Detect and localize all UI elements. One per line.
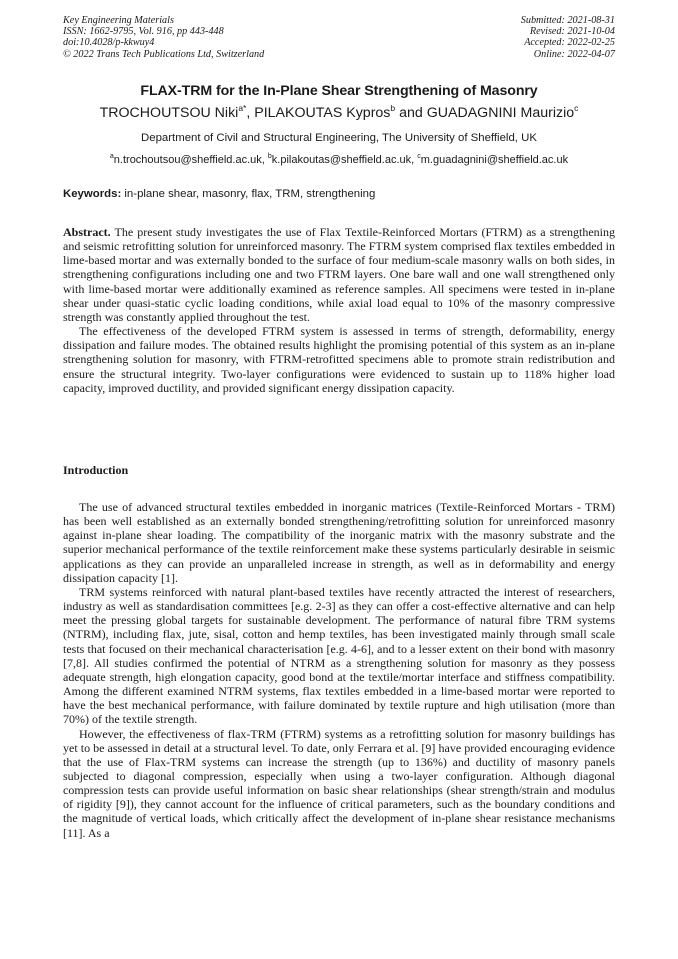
keywords-text: in-plane shear, masonry, flax, TRM, strengthening	[124, 188, 376, 200]
introduction-body	[63, 500, 615, 840]
revised-date: Revised: 2021-10-04	[529, 26, 615, 38]
abstract-p1-text: The present study investigates the use of Flax Textile-Reinforced Mortars (FTRM) as a strengthening and seismic retrofitting solution for unreinforced masonry. The FTRM system comprised flax textiles embedded in lime-based mortar and was externally bonded to the surface of four medium-scale masonry walls on both sides, in strengthening configurations including one and two FTRM layers. One bare wall and one wall strengthened only with lime-based mortar were additionally examined as reference samples. All specimens were tested in in-plane shear under quasi-static cyclic loading conditions, while axial load equal to 10% of the masonry compressive strength was constantly applied throughout the test.	[63, 225, 615, 324]
abstract-label: Abstract.	[63, 225, 111, 239]
journal-info	[63, 15, 264, 60]
email-b-sup: b	[267, 153, 272, 160]
journal-name: Key Engineering Materials	[63, 15, 174, 26]
publication-dates	[521, 15, 615, 60]
accepted-date: Accepted: 2022-02-25	[524, 37, 615, 49]
abstract	[63, 225, 615, 395]
section-heading-introduction: Introduction	[63, 463, 129, 477]
email-c[interactable]: m.guadagnini@sheffield.ac.uk	[420, 154, 569, 166]
affiliation: Department of Civil and Structural Engineering, The University of Sheffield, UK	[141, 132, 537, 144]
author-1-affil: a*	[238, 103, 247, 113]
abstract-paragraph-1	[63, 225, 615, 324]
author-2: PILAKOUTAS Kypros	[254, 105, 391, 121]
author-and: and	[399, 105, 423, 121]
email-a[interactable]: n.trochoutsou@sheffield.ac.uk,	[113, 154, 265, 166]
intro-paragraph-2: TRM systems reinforced with natural plant-based textiles have recently attracted the interest of researchers, industry as well as standardisation committees [e.g. 2-3] as they can offer a cost-effective alternative and can help meet the pressing global targets for sustainable development. The performance of natural fibre TRM systems (NTRM), including flax, jute, sisal, cotton and hemp textiles, has been investigated mainly through small scale tests that focused on their mechanical characterisation [e.g. 4-6], and to a lesser extent on their bond with masonry [7,8]. All studies confirmed the potential of NTRM as a strengthening solution for masonry as they possess adequate strength, high elongation capacity, good bond at the textile/mortar interface and stiffness compatibility. Among the different examined NTRM systems, flax textiles embedded in a lime-based mortar were reported to have the best mechanical performance, with failure dominated by textile rupture and high utilisation (more than 70%) of the textile strength.	[63, 584, 615, 727]
intro-paragraph-1: The use of advanced structural textiles embedded in inorganic matrices (Textile-Reinforced Mortars - TRM) has been well established as an externally bonded strengthening/retrofitting solution for unreinforced masonry against in-plane shear loading. The compatibility of the inorganic matrix with the masonry substrate and the superior mechanical performance of the textile reinforcement make these systems particularly desirable in seismic applications as they can provide an unparalleled increase in strength, as well as in deformability and energy dissipation capacity [1].	[63, 500, 615, 585]
author-emails	[0, 154, 678, 166]
copyright: © 2022 Trans Tech Publications Ltd, Switzerland	[63, 48, 265, 60]
author-3: GUADAGNINI Maurizio	[426, 105, 575, 121]
keywords-label: Keywords:	[63, 188, 122, 200]
online-date: Online: 2022-04-07	[533, 48, 615, 60]
keywords	[63, 188, 615, 200]
email-c-sup: c	[417, 153, 421, 160]
author-1: TROCHOUTSOU Niki	[99, 105, 239, 121]
issn-volume-pages: ISSN: 1662-9795, Vol. 916, pp 443-448	[63, 26, 224, 38]
author-list: TROCHOUTSOU Niki$^{a*}$, PILAKOUTAS Kypros$^b$ and GUADAGNINI Maurizio$^c$	[99, 103, 579, 121]
author-3-affil: c	[574, 103, 579, 113]
abstract-paragraph-2: The effectiveness of the developed FTRM system is assessed in terms of strength, deformability, energy dissipation and failure modes. The obtained results highlight the promising potential of this system as an in-plane strengthening solution for masonry, with FTRM-retrofitted specimens able to promote strain redistribution and ensure the structural integrity. Two-layer configurations were evidenced to sustain up to 118% higher load capacity, improved ductility, and provided significant energy dissipation capacity.	[63, 324, 615, 395]
intro-paragraph-3: However, the effectiveness of flax-TRM (FTRM) systems as a retrofitting solution for masonry buildings has yet to be assessed in detail at a structural level. To date, only Ferrara et al. [9] have provided encouraging evidence that the use of Flax-TRM systems can increase the strength (up to 136%) and ductility of masonry panels subjected to diagonal compression, especially when using a two-layer configuration. Although diagonal compression tests can provide useful information on basic shear relationships (shear strength/strain and modulus of rigidity [9]), they cannot account for the influence of critical parameters, such as the boundary conditions and the magnitude of vertical loads, which critically affect the development of in-plane shear resistance mechanisms [11]. As a	[63, 726, 615, 840]
email-a-sup: a	[109, 153, 114, 160]
author-2-affil: b	[390, 103, 396, 113]
email-b[interactable]: k.pilakoutas@sheffield.ac.uk,	[271, 154, 415, 166]
doi[interactable]: doi:10.4028/p-kkwuy4	[63, 37, 155, 49]
paper-title: FLAX-TRM for the In-Plane Shear Strengthening of Masonry	[140, 83, 538, 99]
submitted-date: Submitted: 2021-08-31	[520, 15, 615, 26]
